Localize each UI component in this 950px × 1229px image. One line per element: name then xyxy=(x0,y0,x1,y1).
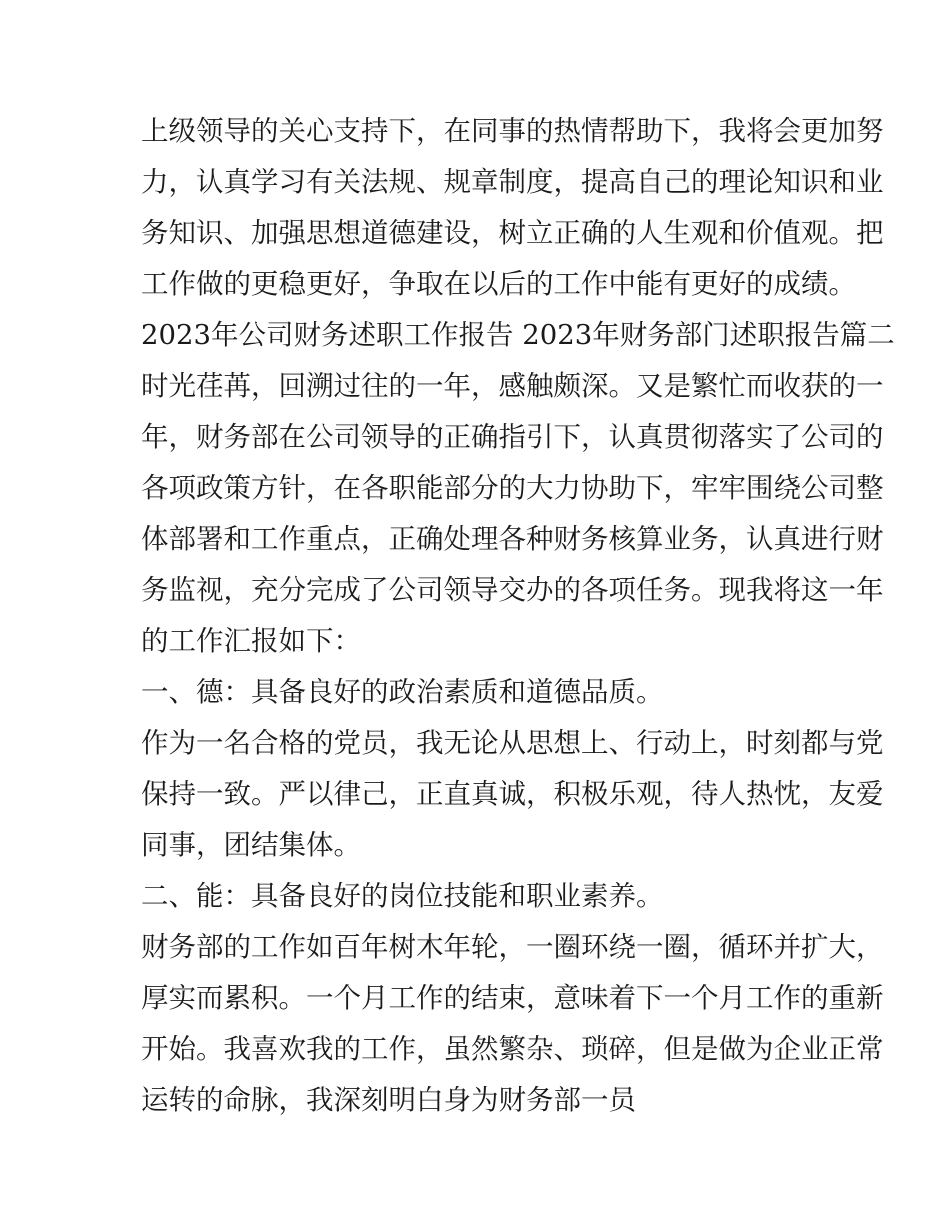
document-body xyxy=(141,106,895,1126)
text-line: 运转的命脉，我深刻明白身为财务部一员 xyxy=(141,1084,636,1116)
text-line: 力，认真学习有关法规、规章制度，提高自己的理论知识和业 xyxy=(141,166,884,198)
text-line: 开始。我喜欢我的工作，虽然繁杂、琐碎，但是做为企业正常 xyxy=(141,1033,884,1065)
section-heading: 2023年公司财务述职工作报告 2023年财务部门述职报告篇二 xyxy=(141,319,895,351)
text-line: 上级领导的关心支持下，在同事的热情帮助下，我将会更加努 xyxy=(141,115,884,147)
text-line: 厚实而累积。一个月工作的结束，意味着下一个月工作的重新 xyxy=(141,982,884,1014)
text-line: 各项政策方针，在各职能部分的大力协助下，牢牢围绕公司整 xyxy=(141,472,884,504)
text-line: 年，财务部在公司领导的正确指引下，认真贯彻落实了公司的 xyxy=(141,421,884,453)
text-line: 作为一名合格的党员，我无论从思想上、行动上，时刻都与党 xyxy=(141,727,884,759)
text-line: 的工作汇报如下： xyxy=(141,625,361,657)
text-line: 同事，团结集体。 xyxy=(141,829,361,861)
text-line: 务知识、加强思想道德建设，树立正确的人生观和价值观。把 xyxy=(141,217,884,249)
text-line: 财务部的工作如百年树木年轮，一圈环绕一圈，循环并扩大， xyxy=(141,931,884,963)
text-line: 保持一致。严以律己，正直真诚，积极乐观，待人热忱，友爱 xyxy=(141,778,884,810)
text-line: 时光荏苒，回溯过往的一年，感触颇深。又是繁忙而收获的一 xyxy=(141,370,884,402)
text-line: 工作做的更稳更好，争取在以后的工作中能有更好的成绩。 xyxy=(141,268,856,300)
text-line: 体部署和工作重点，正确处理各种财务核算业务，认真进行财 xyxy=(141,523,884,555)
subsection-heading: 二、能：具备良好的岗位技能和职业素养。 xyxy=(141,880,664,912)
text-line: 务监视，充分完成了公司领导交办的各项任务。现我将这一年 xyxy=(141,574,884,606)
subsection-heading: 一、德：具备良好的政治素质和道德品质。 xyxy=(141,676,664,708)
